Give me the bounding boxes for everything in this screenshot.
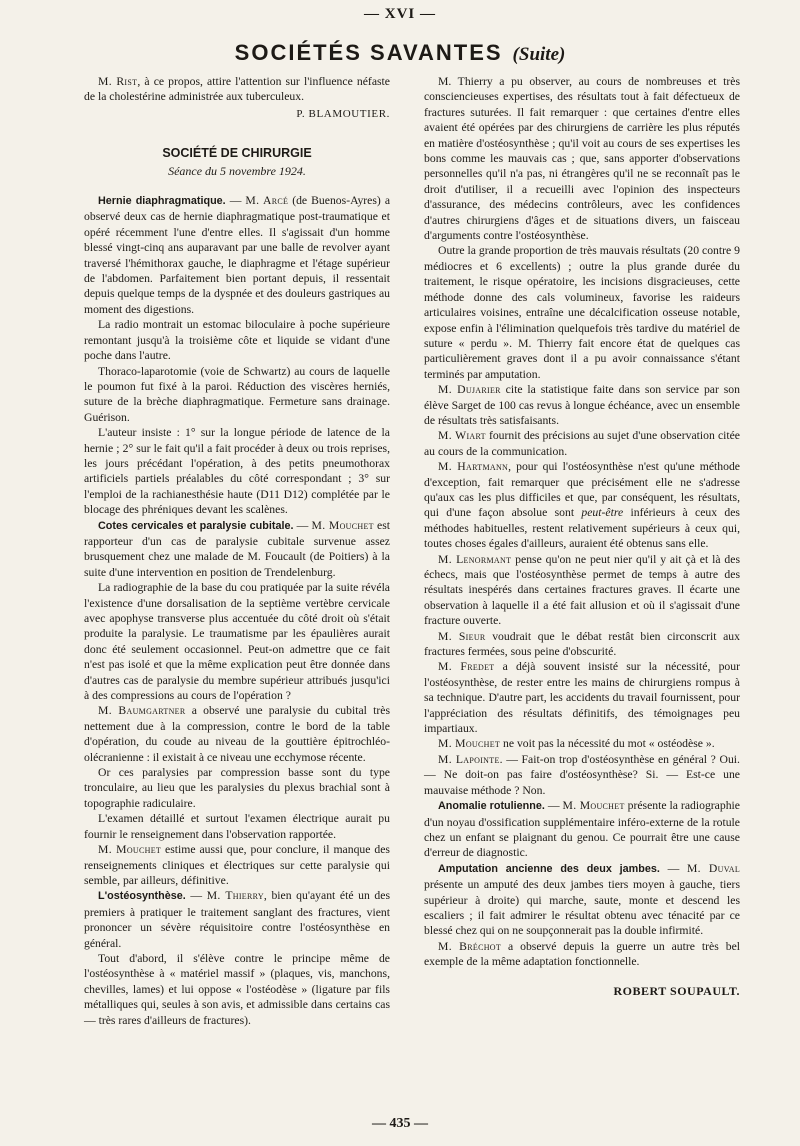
paragraph-text: a observé depuis la guerre un autre très bel exemple de la même adaptation fonctionnelle. (424, 939, 740, 969)
paragraph (424, 552, 740, 629)
paragraph: Or ces paralysies par compression basse sont du type tronculaire, au lieu que les paralysies du plexus brachial sont à topographie radiculaire. (84, 766, 390, 810)
paragraph-text: présente la radiographie d'un noyau d'ossification supplémentaire inféro-externe de la rotule chez un enfant se plaignant du genou. Ce pourrait être une cause d'erreur de diagnostic. (424, 799, 740, 860)
author-name: M. Mouchet (98, 843, 162, 857)
paragraph: M. Thierry a pu observer, au cours de nombreuses et très consciencieuses expertises, des résultats tout à fait défectueux de fractures suturées. Il fait remarquer : que certaines d'entre elles avaient été opérées par des chirurgiens de carrière les plus réputés en matière d'ostéosynthèse ; qu'il voit au cours de ses expertises les bons comme les mauvais cas ; que, sans apporter d'observations personnelles qu'il n'a pas, ni étrangères qu'il ne se reconnaît pas le droit d'utiliser, il a recueilli avec l'opinion des inspecteurs d'assurance, des médecins contrôleurs, avec les confidences d'autres chirurgiens d'âges et de situations divers, un faisceau d'arguments contre l'ostéosynthèse. (424, 75, 740, 243)
page-roman-number: — XVI — (363, 6, 436, 22)
author-name: M. Arcé (245, 194, 289, 208)
section-title-suite: (Suite) (512, 44, 566, 65)
rubric: Hernie diaphragmatique. (98, 195, 226, 208)
page-number: — 435 — (372, 1116, 428, 1131)
paragraph (424, 459, 740, 551)
paragraph (424, 752, 740, 798)
society-title: SOCIÉTÉ DE CHIRURGIE (162, 146, 312, 161)
emphasis: peut-être (581, 506, 624, 520)
paragraph (84, 842, 390, 888)
paragraph-text: , pour qui l'ostéosynthèse n'est qu'une méthode d'exception, fait remarquer que précisément elle ne s'adresse qu'aux cas les plus difficiles et que, par conséquent, les résultats, qui d'une façon absolue sont (424, 460, 740, 520)
author-name: M. Sieur (438, 629, 486, 643)
author-name: M. Duval (686, 861, 741, 875)
author-name: M. Thierry (206, 889, 264, 903)
paragraph-text: ne voit pas la nécessité du mot « ostéodèse ». (500, 737, 715, 751)
paragraph: L'examen détaillé et surtout l'examen électrique aurait pu fournir le renseignement dans l'observation rapportée. (84, 812, 390, 841)
right-column (424, 74, 740, 999)
paragraph: Hernie diaphragmatique. — M. Arcé (de Buenos-Ayres) a observé deux cas de hernie diaphragmatique post-traumatique et opéré récemment l'une d'entre elles. Il s'agissait d'un homme blessé vingt-cinq ans auparavant par une balle de revolver ayant traversé l'hémithorax gauche, le diaphragme et l'étage supérieur de l'abdomen. Parfaitement bien portant depuis, il ressentait depuis quelque temps de la dyspnée et des douleurs gastriques au moment des digestions. (84, 194, 391, 316)
paragraph-text: présente un amputé des deux jambes tiers moyen à gauche, tiers supérieur à droite) qui marche, saute, monte et descend les escaliers ; il fait admirer le résultat obtenu avec ténacité par ce blessé chez qui on ne soupçonnerait pas la double infirmité. (424, 878, 740, 938)
paragraph (424, 659, 740, 736)
paragraph-text: fournit des précisions au sujet d'une observation citée au cours de la communication. (424, 429, 740, 458)
paragraph-text: voudrait que le débat restât bien circonscrit aux fractures fermées, sous peine d'obscurité. (424, 629, 740, 659)
section-title: SOCIÉTÉS SAVANTES (234, 40, 503, 65)
paragraph (424, 939, 740, 970)
paragraph: L'auteur insiste : 1° sur la longue période de latence de la hernie ; 2° sur le fait qu'il a fait procéder à deux ou trois reprises, les jours précédant l'opération, à des petits pneumothorax artificiels partiels préalables du côté correspondant ; 3° sur l'emploi de la rachianesthésie haute (D11 D12) complétée par le blocage des phréniques devant les scalènes. (84, 426, 390, 517)
paragraph (84, 703, 390, 765)
paragraph-text: pense qu'on ne peut nier qu'il y ait çà et là des échecs, mais que l'ostéosynthèse permet de temps à autre des résultats inespérés dans certaines fractures graves. Il écarte une observation à laquelle il a été fait allusion et où il s'agissait d'une fracture ouverte. (424, 552, 740, 628)
author-name: M. Fredet (438, 660, 495, 674)
signature-blamoutier: P. BLAMOUTIER. (296, 107, 390, 120)
paragraph-text: , à ce propos, attire l'attention sur l'influence néfaste de la cholestérine administrée aux tuberculeux. (84, 75, 390, 104)
paragraph: Amputation ancienne des deux jambes. — M. Duval présente un amputé des deux jambes tiers moyen à gauche, tiers supérieur à droite) qui marche, saute, monte et descend les escaliers ; il fait admirer le résultat obtenu avec ténacité par ce blessé chez qui on ne soupçonnerait pas la double infirmité. (424, 861, 741, 938)
author-name: M. Mouchet (438, 737, 501, 751)
author-name: M. Bréchot (438, 939, 502, 953)
rubric: L'ostéosynthèse. (98, 890, 186, 903)
paragraph-text: , bien qu'ayant été un des premiers à pratiquer le traitement sanglant des fractures, vient prononcer un sévère réquisitoire contre l'ostéosynthèse en général. (84, 889, 391, 950)
author-name: M. Lenormant (438, 552, 512, 566)
paragraph (424, 736, 740, 751)
paragraph: Anomalie rotulienne. — M. Mouchet présente la radiographie d'un noyau d'ossification supplémentaire inféro-externe de la rotule chez un enfant se plaignant du genou. Ce pourrait être une cause d'erreur de diagnostic. (424, 799, 740, 860)
paragraph-text: . — Fait-on trop d'ostéosynthèse en général ? Oui. — Ne doit-on pas faire d'ostéosynthèse? Si. — Est-ce une mauvaise méthode ? Non. (424, 752, 740, 797)
paragraph-text: (de Buenos-Ayres) a observé deux cas de hernie diaphragmatique post-traumatique et opéré récemment l'une d'entre elles. Il s'agissait d'un homme blessé vingt-cinq ans auparavant par une balle de revolver ayant traversé l'hémithorax gauche, le diaphragme et l'étage supérieur de l'abdomen. Parfaitement bien portant depuis, il ressentait depuis quelque temps de la dyspnée et des douleurs gastriques au moment des digestions. (84, 194, 391, 316)
seance-date: Séance du 5 novembre 1924. (168, 163, 306, 178)
paragraph: Outre la grande proportion de très mauvais résultats (20 contre 9 médiocres et 6 excellents) ; outre la plus grande durée du traitement, le risque opératoire, les incisions disgracieuses, cette méthode donne des cals volumineux, favorise les raideurs articulaires voisines, entraîne une décalcification osseuse notable, expose enfin à l'élimination quelquefois très tardive du matériel de suture « perdu ». M. Thierry fait encore état de quelques cas particulièrement graves dont il a pu avoir connaissance s'étant terminés par amputation. (424, 244, 740, 381)
paragraph-text: inférieurs à ceux des méthodes habituelles, restent relativement supérieurs à ceux qui, toutes choses égales d'ailleurs, auraient été obtenus sans elle. (424, 506, 740, 551)
paragraph: La radio montrait un estomac biloculaire à poche supérieure remontant jusqu'à la troisième côte et liquide se vidant d'une poche dans l'autre. (84, 318, 390, 363)
paragraph (424, 382, 740, 428)
author-name: M. Lapointe (438, 752, 500, 766)
paragraph: L'ostéosynthèse. — M. Thierry, bien qu'ayant été un des premiers à pratiquer le traitement sanglant des fractures, vient prononcer un sévère réquisitoire contre l'ostéosynthèse en général. (84, 889, 391, 950)
author-name: M. Rist (98, 75, 138, 88)
rubric: Cotes cervicales et paralysie cubitale. (98, 519, 294, 532)
article-signature: ROBERT SOUPAULT. (613, 983, 740, 998)
masthead (0, 40, 800, 66)
author-name: M. Mouchet (311, 518, 374, 532)
author-name: M. Hartmann (438, 460, 509, 474)
paragraph-text: est rapporteur d'un cas de paralysie cubitale survenue assez brusquement chez une malade de M. Foucault (de Poitiers) à la suite d'une intervention en position de Trendelenburg. (84, 518, 391, 579)
author-name: M. Wiart (438, 429, 486, 443)
paragraph: La radiographie de la base du cou pratiquée par la suite révéla l'existence d'une dorsalisation de la septième vertèbre cervicale avec apophyse transverse plus accentuée du côté droit où s'était produite la paralysie. Le traumatisme par les épaulières aurait donc été seulement occasionnel. Peut-on admettre que ce fait n'est pas isolé et que la même explication peut être donnée dans d'autres cas de paralysie du membre supérieur attribués jusqu'ici à des compressions au cours de l'opération ? (84, 581, 390, 703)
rubric: Anomalie rotulienne. (438, 800, 545, 813)
paragraph-text: a déjà souvent insisté sur la nécessité, pour l'ostéosynthèse, de rester entre les mains de chirurgiens rompus à sa technique. D'autre part, les accidents du travail fournissent, pour l'appréciation des résultats définitifs, des témoignages peu impartiaux. (424, 660, 740, 736)
paragraph (424, 428, 740, 459)
left-column (84, 74, 390, 1028)
paragraph: Thoraco-laparotomie (voie de Schwartz) au cours de laquelle le poumon fut fixé à la paroi. Réduction des viscères herniés, suture de la brèche diaphragmatique. Fermeture sans drainage. Guérison. (84, 364, 390, 424)
paragraph: Tout d'abord, il s'élève contre le principe même de l'ostéosynthèse à « matériel massif » (plaques, vis, manchons, chevilles, lames) et lui oppose « l'ostéodèse » (ligature par fils métalliques qui, seules à son avis, et admissible dans certains cas — très rares d'ailleurs de fractures). (84, 951, 390, 1027)
paragraph (424, 629, 740, 660)
paragraph-text: estime aussi que, pour conclure, il manque des renseignements cliniques et électriques sur cette paralysie qui semble, par ailleurs, définitive. (84, 843, 390, 887)
author-name: M. Dujarier (438, 383, 501, 397)
rubric: Amputation ancienne des deux jambes. (438, 862, 660, 875)
author-name: M. Baumgartner (98, 704, 186, 718)
paragraph: Cotes cervicales et paralysie cubitale. — M. Mouchet est rapporteur d'un cas de paralysie cubitale survenue assez brusquement chez une malade de M. Foucault (de Poitiers) à la suite d'une intervention en position de Trendelenburg. (84, 518, 391, 579)
paragraph-text: cite la statistique faite dans son service par son élève Sarget de 100 cas revus à longue échéance, avec un ensemble de résultats très satisfaisants. (424, 383, 740, 427)
paragraph (84, 74, 390, 105)
paragraph-text: a observé une paralysie du cubital très nettement due à la compression, contre le bord de la table d'opération, du coude au niveau de la gouttière épitrochléo-olécranienne : il existait à ce niveau une ecchymose récente. (84, 704, 390, 764)
author-name: M. Mouchet (562, 799, 625, 813)
